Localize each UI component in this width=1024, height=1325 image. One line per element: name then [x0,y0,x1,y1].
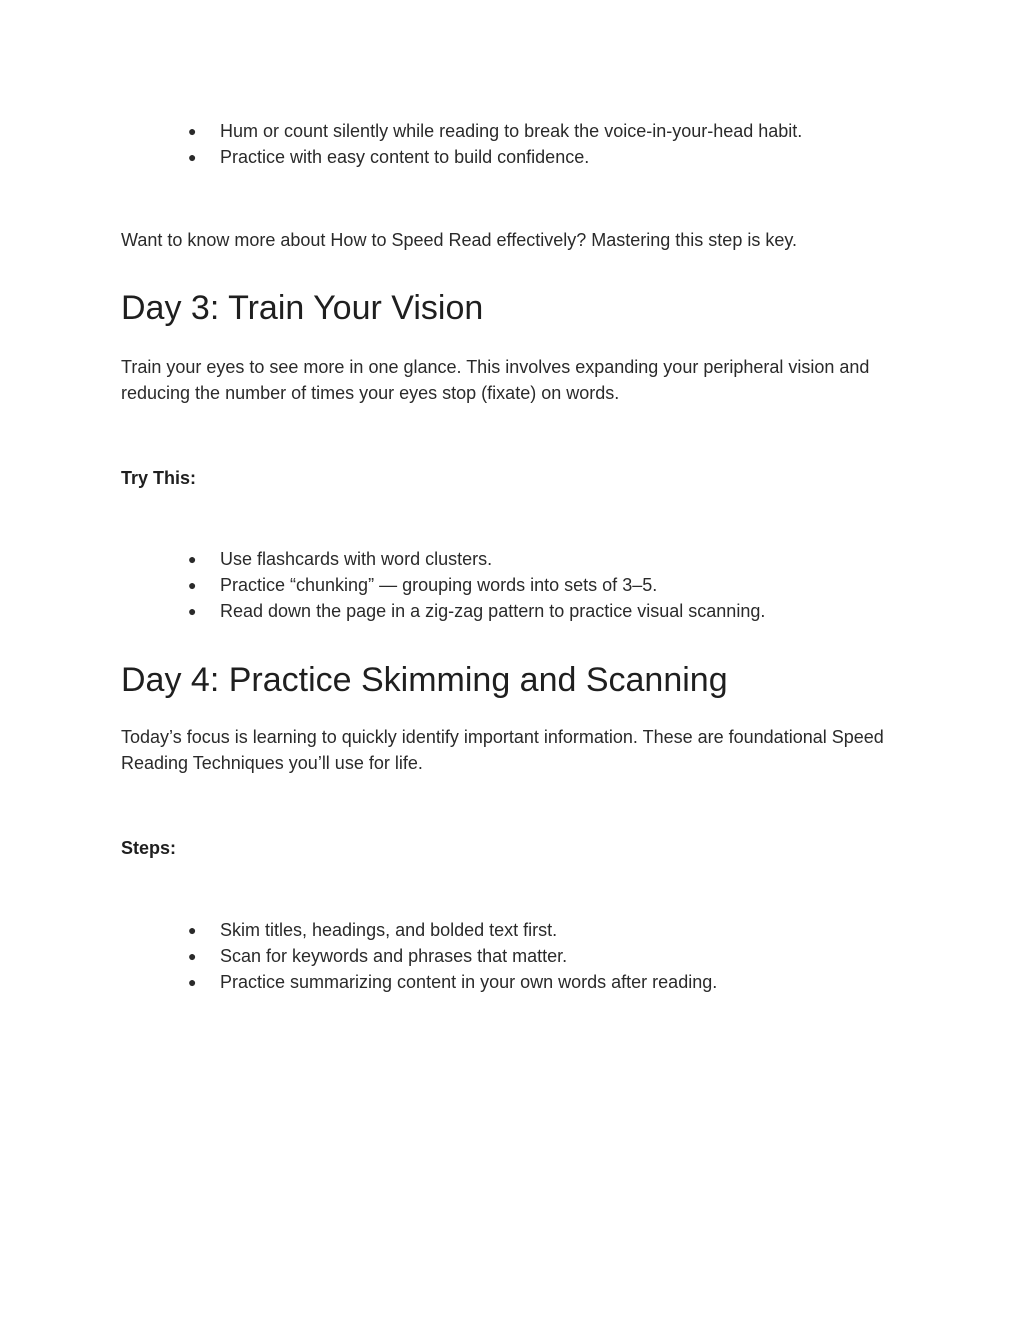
bullet-icon: ● [188,603,197,619]
list-item-text: Practice with easy content to build confidence. [220,147,590,167]
day3-bullet-list [188,546,765,624]
list-item [188,943,717,969]
bullet-icon: ● [188,974,197,990]
day3-heading: Day 3: Train Your Vision [121,289,484,327]
intro-bullet-list [188,118,802,170]
intro-paragraph: Want to know more about How to Speed Read effectively? Mastering this step is key. [121,230,798,250]
list-item-text: Read down the page in a zig-zag pattern to practice visual scanning. [220,601,766,621]
day3-paragraph: Train your eyes to see more in one glance. This involves expanding your peripheral vision and reducing the number of times your eyes stop (fixate) on words. [121,357,870,403]
bullet-icon: ● [188,551,197,567]
day4-bullet-list [188,917,717,995]
list-item [188,917,717,943]
list-item-text: Practice summarizing content in your own words after reading. [220,972,718,992]
list-item [188,546,765,572]
bullet-icon: ● [188,149,197,165]
list-item-text: Practice “chunking” — grouping words into sets of 3–5. [220,575,658,595]
list-item [188,118,802,144]
list-item [188,144,802,170]
list-item [188,572,765,598]
day3-subheading: Try This: [121,468,197,488]
list-item-text: Scan for keywords and phrases that matter. [220,946,568,966]
day4-subheading: Steps: [121,838,177,858]
list-item [188,969,717,995]
day4-heading: Day 4: Practice Skimming and Scanning [121,661,728,699]
list-item-text: Use flashcards with word clusters. [220,549,493,569]
day4-paragraph: Today’s focus is learning to quickly identify important information. These are foundational Speed Reading Techniques you’ll use for life. [121,727,884,773]
list-item-text: Hum or count silently while reading to break the voice-in-your-head habit. [220,121,803,141]
bullet-icon: ● [188,948,197,964]
list-item [188,598,765,624]
list-item-text: Skim titles, headings, and bolded text first. [220,920,558,940]
bullet-icon: ● [188,922,197,938]
bullet-icon: ● [188,123,197,139]
bullet-icon: ● [188,577,197,593]
